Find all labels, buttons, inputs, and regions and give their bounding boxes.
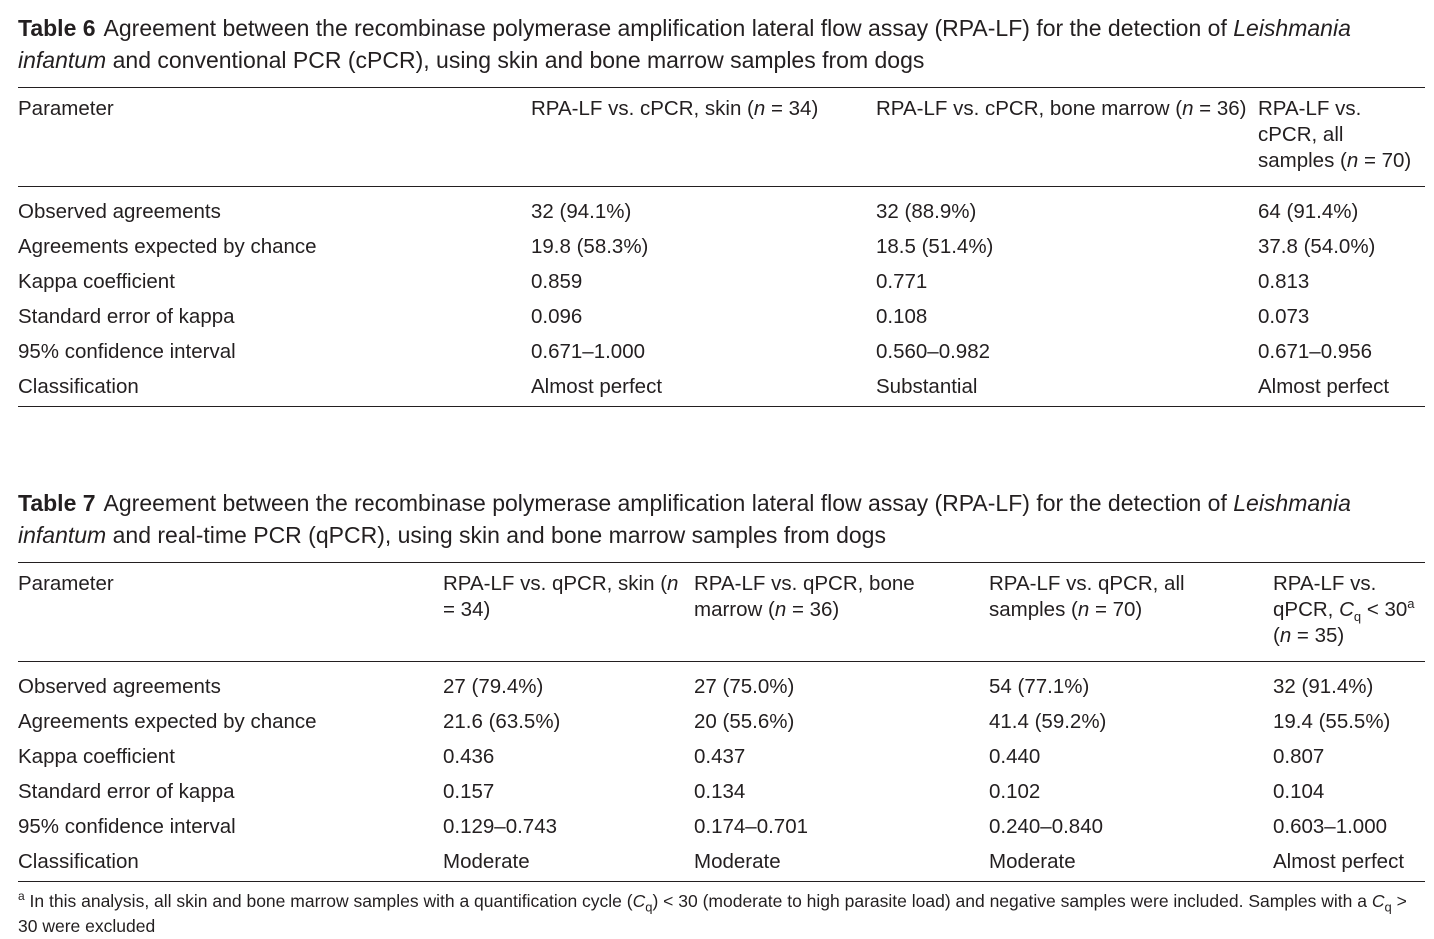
caption-text: Agreement between the recombinase polymerase amplification lateral flow assay (RPA-LF) for the detection of — [103, 490, 1234, 516]
row-parameter: Agreements expected by chance — [18, 235, 317, 258]
cell-c4: 32 (91.4%) — [1273, 675, 1374, 698]
table-row — [18, 662, 1425, 706]
row-parameter: Standard error of kappa — [18, 780, 235, 803]
cell-c3: 0.671–0.956 — [1258, 340, 1373, 363]
table-6-grid — [18, 87, 1425, 407]
header-n: n — [753, 97, 766, 120]
cell-c2: 0.174–0.701 — [694, 815, 809, 838]
footnote-cq: C — [1371, 891, 1385, 911]
header-text: RPA-LF vs. qPCR, bone marrow ( — [694, 572, 915, 621]
cell-c1: 0.436 — [443, 745, 495, 768]
cell-c2: 0.108 — [876, 305, 928, 328]
header-text: RPA-LF vs. cPCR, all samples ( — [1258, 97, 1362, 172]
cell-c1: 27 (79.4%) — [443, 675, 544, 698]
cell-c3: 54 (77.1%) — [989, 675, 1090, 698]
header-col-cq — [1273, 563, 1425, 662]
header-text: RPA-LF vs. qPCR, all samples ( — [989, 572, 1185, 621]
table-row — [18, 335, 1425, 370]
footnote-marker: a — [18, 889, 25, 904]
caption-text: and real-time PCR (qPCR), using skin and bone marrow samples from dogs — [106, 522, 886, 548]
cell-c1: 32 (94.1%) — [531, 200, 632, 223]
row-parameter: Kappa coefficient — [18, 270, 175, 293]
header-n: n — [1182, 97, 1194, 120]
caption-species: Leishmania infantum — [18, 15, 1351, 73]
header-col-all — [989, 563, 1273, 662]
header-text: RPA-LF vs. cPCR, skin ( — [531, 97, 754, 120]
header-parameter: Parameter — [18, 97, 114, 120]
caption-species: Leishmania infantum — [18, 490, 1351, 548]
table-row — [18, 740, 1425, 775]
cell-c4: Almost perfect — [1273, 850, 1405, 873]
row-parameter: Observed agreements — [18, 675, 221, 698]
cell-c2: 0.437 — [694, 745, 746, 768]
footnote-text: ) < 30 (moderate to high parasite load) and negative samples were included. Samples with a — [652, 891, 1372, 911]
table-row — [18, 300, 1425, 335]
cell-c1: 0.157 — [443, 780, 495, 803]
cell-c3: 0.102 — [989, 780, 1041, 803]
row-parameter: Classification — [18, 850, 139, 873]
cell-c4: 19.4 (55.5%) — [1273, 710, 1391, 733]
cell-c3: 37.8 (54.0%) — [1258, 235, 1376, 258]
header-text: RPA-LF vs. cPCR, bone marrow ( — [876, 97, 1183, 120]
header-text: RPA-LF vs. qPCR, skin ( — [443, 572, 668, 595]
footnote-cq: C — [632, 891, 646, 911]
header-text: < 30 — [1361, 598, 1408, 621]
table-row — [18, 370, 1425, 407]
header-col-bone-marrow — [694, 563, 989, 662]
cell-c2: 0.560–0.982 — [876, 340, 991, 363]
header-cq: C — [1339, 598, 1354, 621]
table-row — [18, 810, 1425, 845]
table-7-caption — [18, 487, 1425, 551]
cell-c2: 0.771 — [876, 270, 928, 293]
table-row — [18, 230, 1425, 265]
cell-c3: 0.240–0.840 — [989, 815, 1104, 838]
cell-c2: 18.5 (51.4%) — [876, 235, 994, 258]
row-parameter: 95% confidence interval — [18, 815, 236, 838]
header-text: = 34) — [443, 598, 491, 621]
table-6-caption — [18, 12, 1425, 76]
header-text: = 35) — [1291, 624, 1345, 647]
table-6 — [18, 12, 1425, 407]
cell-c1: 0.129–0.743 — [443, 815, 558, 838]
cell-c1: Moderate — [443, 850, 530, 873]
cell-c4: 0.104 — [1273, 780, 1325, 803]
cell-c3: 64 (91.4%) — [1258, 200, 1359, 223]
caption-text: Agreement between the recombinase polymerase amplification lateral flow assay (RPA-LF) for the detection of — [103, 15, 1234, 41]
header-text: = 70) — [1358, 149, 1412, 172]
cell-c3: 41.4 (59.2%) — [989, 710, 1107, 733]
header-parameter: Parameter — [18, 572, 114, 595]
row-parameter: 95% confidence interval — [18, 340, 236, 363]
header-n: n — [1279, 624, 1292, 647]
cell-c2: 27 (75.0%) — [694, 675, 795, 698]
cell-c2: 0.134 — [694, 780, 746, 803]
header-n: n — [1077, 598, 1090, 621]
header-col-skin — [443, 563, 694, 662]
row-parameter: Agreements expected by chance — [18, 710, 317, 733]
row-parameter: Standard error of kappa — [18, 305, 235, 328]
cell-c3: 0.440 — [989, 745, 1041, 768]
cell-c3: Moderate — [989, 850, 1076, 873]
cell-c4: 0.603–1.000 — [1273, 815, 1388, 838]
header-col-bone-marrow — [876, 88, 1258, 187]
header-row — [18, 88, 1425, 187]
caption-text: and conventional PCR (cPCR), using skin and bone marrow samples from dogs — [106, 47, 925, 73]
header-text: = 36) — [1193, 97, 1247, 120]
header-n: n — [774, 598, 787, 621]
cell-c2: Substantial — [876, 375, 978, 398]
table-7-grid — [18, 562, 1425, 882]
table-7 — [18, 487, 1425, 939]
footnote-cq-sub: q — [645, 899, 653, 915]
cell-c1: 0.096 — [531, 305, 583, 328]
table-row — [18, 187, 1425, 231]
cell-c1: 19.8 (58.3%) — [531, 235, 649, 258]
cell-c2: Moderate — [694, 850, 781, 873]
cell-c2: 32 (88.9%) — [876, 200, 977, 223]
header-col-skin — [531, 88, 876, 187]
cell-c3: 0.813 — [1258, 270, 1310, 293]
row-parameter: Observed agreements — [18, 200, 221, 223]
footnote-text: In this analysis, all skin and bone marrow samples with a quantification cycle ( — [24, 891, 633, 911]
header-text: ( — [1273, 624, 1280, 647]
cell-c1: 0.671–1.000 — [531, 340, 646, 363]
cell-c1: 0.859 — [531, 270, 583, 293]
header-col-all — [1258, 88, 1425, 187]
footnote-marker: a — [1407, 596, 1415, 612]
cell-c1: Almost perfect — [531, 375, 663, 398]
header-n: n — [1346, 149, 1359, 172]
row-parameter: Kappa coefficient — [18, 745, 175, 768]
cell-c4: 0.807 — [1273, 745, 1325, 768]
header-text: RPA-LF vs. qPCR, — [1273, 572, 1377, 621]
header-text: = 34) — [765, 97, 819, 120]
table-6-label: Table 6 — [18, 15, 96, 41]
table-row — [18, 705, 1425, 740]
table-7-label: Table 7 — [18, 490, 96, 516]
header-text: = 70) — [1089, 598, 1143, 621]
cell-c3: Almost perfect — [1258, 375, 1390, 398]
row-parameter: Classification — [18, 375, 139, 398]
header-n: n — [667, 572, 679, 595]
header-cq-sub: q — [1353, 609, 1362, 625]
footnote-cq-sub: q — [1384, 899, 1392, 915]
table-row — [18, 265, 1425, 300]
cell-c3: 0.073 — [1258, 305, 1310, 328]
cell-c1: 21.6 (63.5%) — [443, 710, 561, 733]
footnote-text: > 30 were excluded — [18, 891, 1407, 936]
table-row — [18, 845, 1425, 882]
table-row — [18, 775, 1425, 810]
header-row — [18, 563, 1425, 662]
header-text: = 36) — [786, 598, 840, 621]
cell-c2: 20 (55.6%) — [694, 710, 795, 733]
